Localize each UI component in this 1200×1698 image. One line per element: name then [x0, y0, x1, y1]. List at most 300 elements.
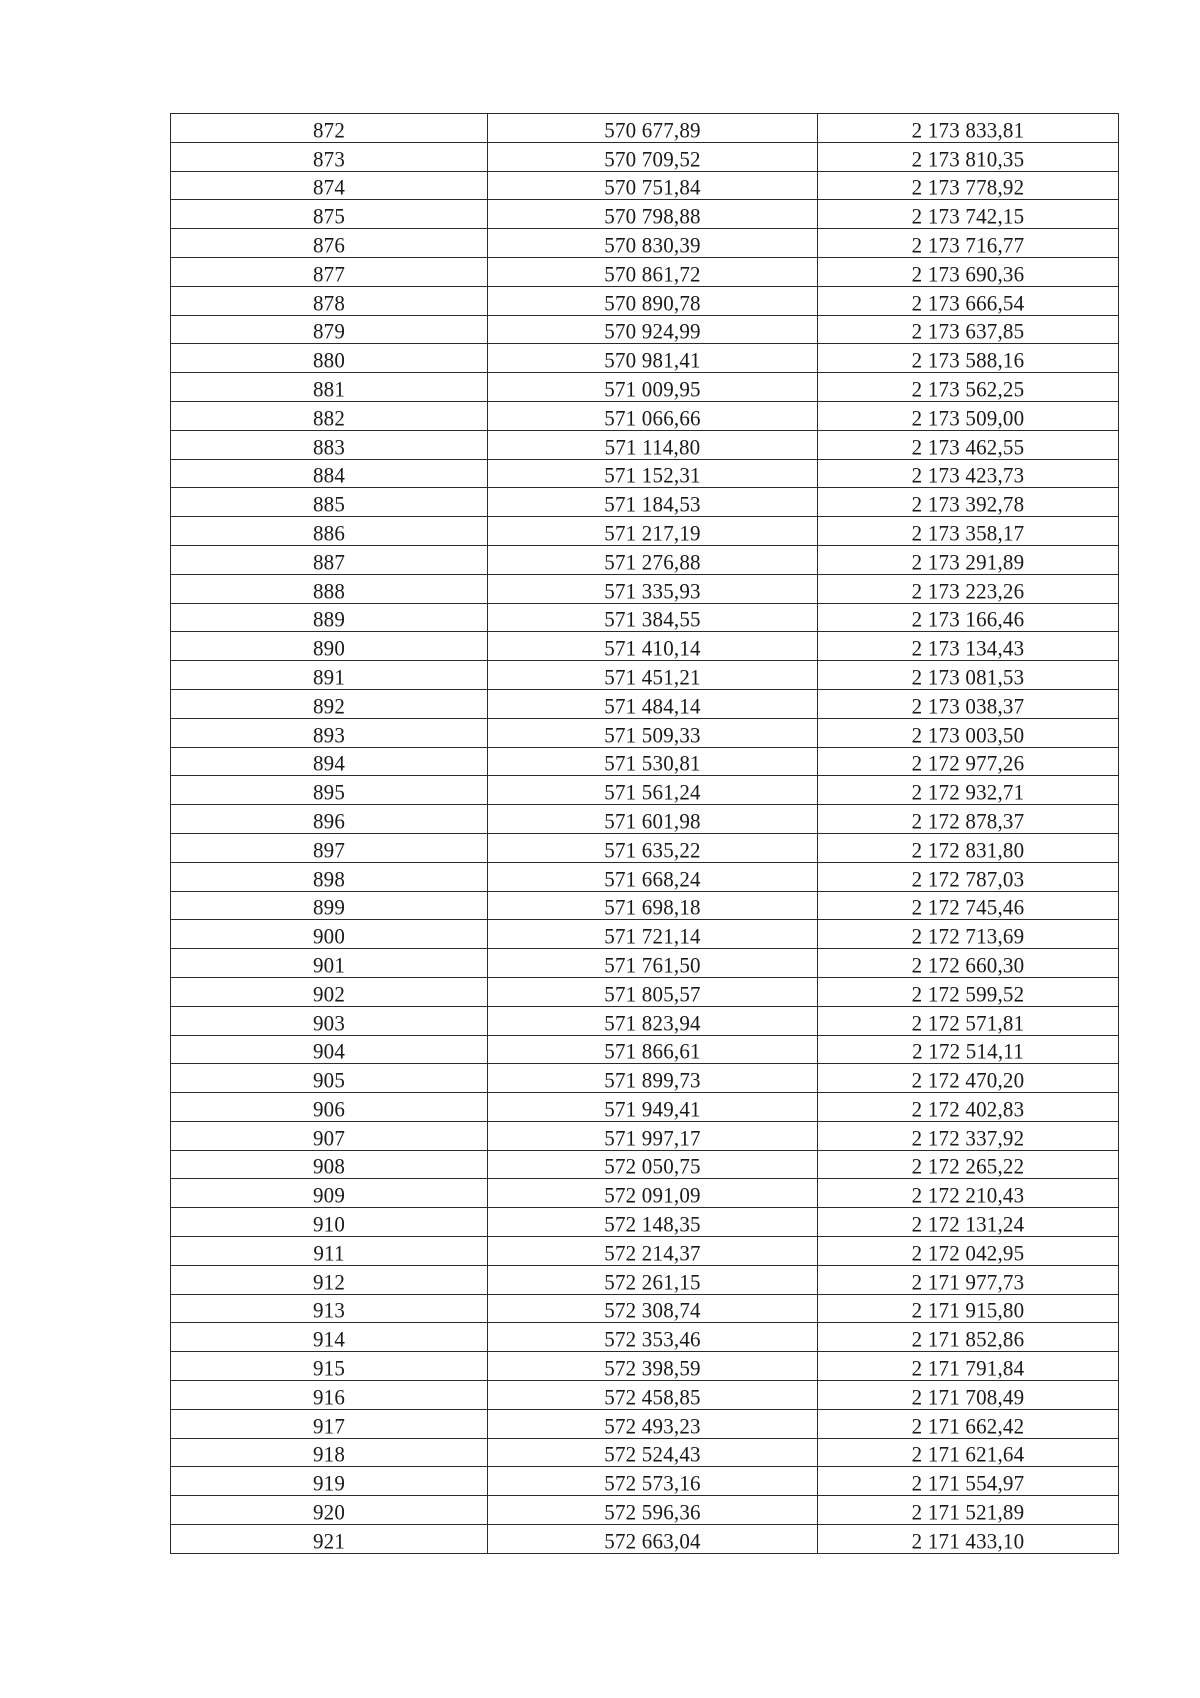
point-number-cell — [171, 632, 488, 661]
cell-text: 2 172 787,03 — [911, 865, 1025, 892]
table-row — [171, 1496, 1119, 1525]
table-row — [171, 1035, 1119, 1064]
y-coordinate-cell — [818, 891, 1119, 920]
point-number-cell — [171, 114, 488, 143]
cell-text: 909 — [312, 1182, 346, 1208]
point-number-cell — [171, 229, 488, 258]
cell-text: 2 173 223,26 — [911, 577, 1025, 604]
cell-text: 2 173 392,78 — [911, 491, 1025, 517]
table-row — [171, 257, 1119, 286]
cell-text: 571 451,21 — [604, 664, 701, 690]
x-coordinate-cell — [488, 977, 818, 1006]
table-row — [171, 1064, 1119, 1093]
cell-text: 571 509,33 — [604, 721, 701, 748]
x-coordinate-cell — [488, 632, 818, 661]
point-number-cell — [171, 315, 488, 344]
y-coordinate-cell — [818, 401, 1119, 430]
cell-text: 2 172 514,11 — [912, 1038, 1024, 1064]
cell-text: 875 — [312, 203, 346, 229]
cell-text: 571 384,55 — [604, 606, 701, 632]
x-coordinate-cell — [488, 1381, 818, 1410]
x-coordinate-cell — [488, 718, 818, 747]
cell-text: 2 172 977,26 — [911, 750, 1025, 776]
table-row — [171, 1438, 1119, 1467]
y-coordinate-cell — [818, 1179, 1119, 1208]
cell-text: 911 — [313, 1240, 345, 1266]
y-coordinate-cell — [818, 1352, 1119, 1381]
point-number-cell — [171, 1150, 488, 1179]
cell-text: 572 398,59 — [604, 1355, 701, 1381]
cell-text: 917 — [312, 1413, 346, 1439]
table-row — [171, 632, 1119, 661]
y-coordinate-cell — [818, 1121, 1119, 1150]
x-coordinate-cell — [488, 344, 818, 373]
x-coordinate-cell — [488, 805, 818, 834]
cell-text: 571 899,73 — [604, 1067, 701, 1093]
cell-text: 2 173 462,55 — [911, 433, 1025, 460]
cell-text: 572 148,35 — [604, 1211, 701, 1237]
cell-text: 896 — [312, 808, 346, 834]
cell-text: 913 — [312, 1297, 346, 1324]
x-coordinate-cell — [488, 661, 818, 690]
y-coordinate-cell — [818, 1496, 1119, 1525]
point-number-cell — [171, 949, 488, 978]
cell-text: 2 172 878,37 — [911, 808, 1025, 834]
cell-text: 571 335,93 — [604, 577, 701, 604]
table-row — [171, 401, 1119, 430]
cell-text: 2 172 337,92 — [911, 1125, 1025, 1151]
y-coordinate-cell — [818, 1381, 1119, 1410]
table-row — [171, 114, 1119, 143]
x-coordinate-cell — [488, 545, 818, 574]
cell-text: 571 635,22 — [604, 837, 701, 863]
y-coordinate-cell — [818, 718, 1119, 747]
table-row — [171, 171, 1119, 200]
cell-text: 571 949,41 — [604, 1096, 701, 1122]
table-row — [171, 1381, 1119, 1410]
table-row — [171, 315, 1119, 344]
cell-text: 2 171 791,84 — [911, 1355, 1025, 1381]
cell-text: 895 — [312, 779, 346, 805]
y-coordinate-cell — [818, 1323, 1119, 1352]
table-row — [171, 949, 1119, 978]
point-number-cell — [171, 718, 488, 747]
cell-text: 2 173 509,00 — [911, 405, 1025, 431]
cell-text: 572 573,16 — [604, 1470, 701, 1496]
cell-text: 916 — [312, 1384, 346, 1410]
table-row — [171, 805, 1119, 834]
point-number-cell — [171, 1265, 488, 1294]
cell-text: 902 — [312, 981, 346, 1007]
y-coordinate-cell — [818, 1467, 1119, 1496]
point-number-cell — [171, 1237, 488, 1266]
table-row — [171, 1121, 1119, 1150]
point-number-cell — [171, 689, 488, 718]
cell-text: 572 524,43 — [604, 1441, 701, 1468]
x-coordinate-cell — [488, 1525, 818, 1554]
x-coordinate-cell — [488, 401, 818, 430]
table-row — [171, 229, 1119, 258]
cell-text: 2 173 291,89 — [911, 549, 1025, 575]
cell-text: 570 798,88 — [604, 203, 701, 229]
x-coordinate-cell — [488, 603, 818, 632]
cell-text: 572 091,09 — [604, 1182, 701, 1208]
cell-text: 571 217,19 — [604, 520, 701, 546]
cell-text: 897 — [312, 837, 346, 863]
table-row — [171, 1265, 1119, 1294]
cell-text: 908 — [312, 1153, 346, 1180]
table-row — [171, 286, 1119, 315]
point-number-cell — [171, 488, 488, 517]
cell-text: 571 823,94 — [604, 1009, 701, 1036]
cell-text: 2 171 433,10 — [911, 1528, 1025, 1554]
table-row — [171, 200, 1119, 229]
cell-text: 571 276,88 — [604, 549, 701, 575]
table-row — [171, 891, 1119, 920]
cell-text: 898 — [312, 865, 346, 892]
cell-text: 880 — [312, 347, 346, 373]
cell-text: 2 171 554,97 — [911, 1470, 1025, 1496]
cell-text: 899 — [312, 894, 346, 920]
cell-text: 2 172 745,46 — [911, 894, 1025, 920]
table-row — [171, 747, 1119, 776]
x-coordinate-cell — [488, 430, 818, 459]
cell-text: 2 173 562,25 — [911, 376, 1025, 402]
cell-text: 883 — [312, 433, 346, 460]
x-coordinate-cell — [488, 286, 818, 315]
cell-text: 571 184,53 — [604, 491, 701, 517]
point-number-cell — [171, 171, 488, 200]
point-number-cell — [171, 1409, 488, 1438]
cell-text: 901 — [312, 952, 346, 978]
cell-text: 2 172 402,83 — [911, 1096, 1025, 1122]
cell-text: 874 — [312, 174, 346, 200]
table-row — [171, 1323, 1119, 1352]
cell-text: 572 050,75 — [604, 1153, 701, 1180]
point-number-cell — [171, 1121, 488, 1150]
cell-text: 920 — [312, 1499, 346, 1525]
x-coordinate-cell — [488, 229, 818, 258]
cell-text: 571 601,98 — [604, 808, 701, 834]
cell-text: 2 172 660,30 — [911, 952, 1025, 978]
cell-text: 890 — [312, 635, 346, 661]
cell-text: 2 172 470,20 — [911, 1067, 1025, 1093]
cell-text: 571 009,95 — [604, 376, 701, 402]
cell-text: 2 173 666,54 — [911, 289, 1025, 316]
cell-text: 2 173 778,92 — [911, 174, 1025, 200]
cell-text: 2 173 810,35 — [911, 145, 1025, 172]
point-number-cell — [171, 1438, 488, 1467]
y-coordinate-cell — [818, 1525, 1119, 1554]
table-row — [171, 1352, 1119, 1381]
table-row — [171, 689, 1119, 718]
point-number-cell — [171, 1323, 488, 1352]
cell-text: 571 152,31 — [604, 462, 701, 488]
cell-text: 570 890,78 — [604, 289, 701, 316]
table-row — [171, 459, 1119, 488]
point-number-cell — [171, 833, 488, 862]
cell-text: 572 261,15 — [604, 1269, 701, 1295]
cell-text: 905 — [312, 1067, 346, 1093]
y-coordinate-cell — [818, 632, 1119, 661]
cell-text: 893 — [312, 721, 346, 748]
point-number-cell — [171, 344, 488, 373]
cell-text: 2 171 977,73 — [911, 1269, 1025, 1295]
cell-text: 886 — [312, 520, 346, 546]
cell-text: 571 530,81 — [604, 750, 701, 776]
y-coordinate-cell — [818, 517, 1119, 546]
cell-text: 2 171 621,64 — [911, 1441, 1025, 1468]
cell-text: 906 — [312, 1096, 346, 1122]
point-number-cell — [171, 142, 488, 171]
cell-text: 873 — [312, 145, 346, 172]
cell-text: 910 — [312, 1211, 346, 1237]
y-coordinate-cell — [818, 200, 1119, 229]
cell-text: 571 561,24 — [604, 779, 701, 805]
point-number-cell — [171, 574, 488, 603]
point-number-cell — [171, 891, 488, 920]
cell-text: 571 761,50 — [604, 952, 701, 978]
y-coordinate-cell — [818, 114, 1119, 143]
cell-text: 2 173 716,77 — [911, 232, 1025, 258]
x-coordinate-cell — [488, 920, 818, 949]
table-row — [171, 430, 1119, 459]
cell-text: 877 — [312, 261, 346, 287]
cell-text: 884 — [312, 462, 346, 488]
cell-text: 919 — [312, 1470, 346, 1496]
y-coordinate-cell — [818, 315, 1119, 344]
cell-text: 2 172 210,43 — [911, 1182, 1025, 1208]
cell-text: 571 114,80 — [604, 433, 701, 460]
y-coordinate-cell — [818, 257, 1119, 286]
table-row — [171, 517, 1119, 546]
x-coordinate-cell — [488, 1438, 818, 1467]
y-coordinate-cell — [818, 373, 1119, 402]
table-row — [171, 920, 1119, 949]
table-row — [171, 1006, 1119, 1035]
point-number-cell — [171, 401, 488, 430]
y-coordinate-cell — [818, 142, 1119, 171]
cell-text: 2 172 932,71 — [911, 779, 1025, 805]
cell-text: 2 171 915,80 — [911, 1297, 1025, 1324]
x-coordinate-cell — [488, 776, 818, 805]
cell-text: 570 981,41 — [604, 347, 701, 373]
cell-text: 2 173 038,37 — [911, 693, 1025, 719]
table-row — [171, 1179, 1119, 1208]
y-coordinate-cell — [818, 430, 1119, 459]
cell-text: 891 — [312, 664, 346, 690]
table-row — [171, 661, 1119, 690]
table-row — [171, 1467, 1119, 1496]
cell-text: 571 484,14 — [604, 693, 701, 719]
x-coordinate-cell — [488, 1265, 818, 1294]
x-coordinate-cell — [488, 114, 818, 143]
cell-text: 570 861,72 — [604, 261, 701, 287]
x-coordinate-cell — [488, 200, 818, 229]
cell-text: 571 066,66 — [604, 405, 701, 431]
cell-text: 572 308,74 — [604, 1297, 701, 1324]
point-number-cell — [171, 1035, 488, 1064]
x-coordinate-cell — [488, 488, 818, 517]
cell-text: 2 171 521,89 — [911, 1499, 1025, 1525]
cell-text: 2 172 599,52 — [911, 981, 1025, 1007]
y-coordinate-cell — [818, 747, 1119, 776]
x-coordinate-cell — [488, 1208, 818, 1237]
y-coordinate-cell — [818, 776, 1119, 805]
cell-text: 2 173 588,16 — [911, 347, 1025, 373]
point-number-cell — [171, 1467, 488, 1496]
y-coordinate-cell — [818, 977, 1119, 1006]
cell-text: 904 — [312, 1038, 346, 1064]
cell-text: 2 173 423,73 — [911, 462, 1025, 488]
x-coordinate-cell — [488, 315, 818, 344]
y-coordinate-cell — [818, 805, 1119, 834]
y-coordinate-cell — [818, 949, 1119, 978]
y-coordinate-cell — [818, 1006, 1119, 1035]
cell-text: 887 — [312, 549, 346, 575]
cell-text: 876 — [312, 232, 346, 258]
table-row — [171, 142, 1119, 171]
x-coordinate-cell — [488, 257, 818, 286]
table-row — [171, 1409, 1119, 1438]
cell-text: 881 — [312, 376, 346, 402]
cell-text: 900 — [312, 923, 346, 949]
cell-text: 2 173 637,85 — [911, 318, 1025, 344]
y-coordinate-cell — [818, 862, 1119, 891]
cell-text: 2 172 713,69 — [911, 923, 1025, 949]
table-row — [171, 977, 1119, 1006]
x-coordinate-cell — [488, 1352, 818, 1381]
y-coordinate-cell — [818, 1265, 1119, 1294]
y-coordinate-cell — [818, 1409, 1119, 1438]
cell-text: 570 751,84 — [604, 174, 701, 200]
cell-text: 892 — [312, 693, 346, 719]
x-coordinate-cell — [488, 1093, 818, 1122]
x-coordinate-cell — [488, 142, 818, 171]
x-coordinate-cell — [488, 1150, 818, 1179]
point-number-cell — [171, 200, 488, 229]
cell-text: 2 172 131,24 — [911, 1211, 1025, 1237]
table-row — [171, 776, 1119, 805]
table-row — [171, 574, 1119, 603]
point-number-cell — [171, 373, 488, 402]
point-number-cell — [171, 1525, 488, 1554]
table-row — [171, 718, 1119, 747]
y-coordinate-cell — [818, 286, 1119, 315]
x-coordinate-cell — [488, 833, 818, 862]
y-coordinate-cell — [818, 171, 1119, 200]
cell-text: 571 997,17 — [604, 1125, 701, 1151]
cell-text: 570 677,89 — [604, 117, 701, 143]
cell-text: 570 830,39 — [604, 232, 701, 258]
cell-text: 570 924,99 — [604, 318, 701, 344]
point-number-cell — [171, 603, 488, 632]
y-coordinate-cell — [818, 661, 1119, 690]
y-coordinate-cell — [818, 833, 1119, 862]
y-coordinate-cell — [818, 920, 1119, 949]
cell-text: 572 214,37 — [604, 1240, 701, 1266]
x-coordinate-cell — [488, 1035, 818, 1064]
cell-text: 879 — [312, 318, 346, 344]
point-number-cell — [171, 1064, 488, 1093]
coordinates-table-body — [171, 114, 1119, 1554]
cell-text: 2 173 003,50 — [911, 721, 1025, 748]
table-row — [171, 344, 1119, 373]
point-number-cell — [171, 920, 488, 949]
x-coordinate-cell — [488, 1179, 818, 1208]
y-coordinate-cell — [818, 574, 1119, 603]
y-coordinate-cell — [818, 1208, 1119, 1237]
cell-text: 572 493,23 — [604, 1413, 701, 1439]
x-coordinate-cell — [488, 1121, 818, 1150]
table-row — [171, 1150, 1119, 1179]
cell-text: 889 — [312, 606, 346, 632]
cell-text: 894 — [312, 750, 346, 776]
x-coordinate-cell — [488, 1323, 818, 1352]
point-number-cell — [171, 1294, 488, 1323]
table-row — [171, 603, 1119, 632]
point-number-cell — [171, 545, 488, 574]
x-coordinate-cell — [488, 1064, 818, 1093]
y-coordinate-cell — [818, 229, 1119, 258]
table-row — [171, 1237, 1119, 1266]
cell-text: 918 — [312, 1441, 346, 1468]
cell-text: 2 171 708,49 — [911, 1384, 1025, 1410]
point-number-cell — [171, 257, 488, 286]
point-number-cell — [171, 776, 488, 805]
cell-text: 2 173 166,46 — [911, 606, 1025, 632]
cell-text: 572 353,46 — [604, 1326, 701, 1352]
cell-text: 572 458,85 — [604, 1384, 701, 1410]
x-coordinate-cell — [488, 1467, 818, 1496]
point-number-cell — [171, 459, 488, 488]
table-row — [171, 1525, 1119, 1554]
y-coordinate-cell — [818, 1150, 1119, 1179]
cell-text: 2 173 742,15 — [911, 203, 1025, 229]
y-coordinate-cell — [818, 545, 1119, 574]
cell-text: 572 663,04 — [604, 1528, 701, 1554]
cell-text: 2 172 265,22 — [911, 1153, 1025, 1180]
y-coordinate-cell — [818, 1294, 1119, 1323]
cell-text: 571 410,14 — [604, 635, 701, 661]
x-coordinate-cell — [488, 1409, 818, 1438]
point-number-cell — [171, 747, 488, 776]
table-row — [171, 833, 1119, 862]
table-row — [171, 488, 1119, 517]
cell-text: 915 — [312, 1355, 346, 1381]
cell-text: 2 173 081,53 — [911, 664, 1025, 690]
point-number-cell — [171, 517, 488, 546]
x-coordinate-cell — [488, 891, 818, 920]
x-coordinate-cell — [488, 949, 818, 978]
point-number-cell — [171, 1093, 488, 1122]
cell-text: 2 171 852,86 — [911, 1326, 1025, 1352]
y-coordinate-cell — [818, 689, 1119, 718]
cell-text: 571 698,18 — [604, 894, 701, 920]
cell-text: 2 172 042,95 — [911, 1240, 1025, 1266]
point-number-cell — [171, 430, 488, 459]
cell-text: 2 171 662,42 — [911, 1413, 1025, 1439]
table-row — [171, 1208, 1119, 1237]
table-row — [171, 1294, 1119, 1323]
cell-text: 2 172 831,80 — [911, 837, 1025, 863]
x-coordinate-cell — [488, 1237, 818, 1266]
y-coordinate-cell — [818, 1064, 1119, 1093]
point-number-cell — [171, 1496, 488, 1525]
table-row — [171, 862, 1119, 891]
x-coordinate-cell — [488, 1294, 818, 1323]
cell-text: 572 596,36 — [604, 1499, 701, 1525]
